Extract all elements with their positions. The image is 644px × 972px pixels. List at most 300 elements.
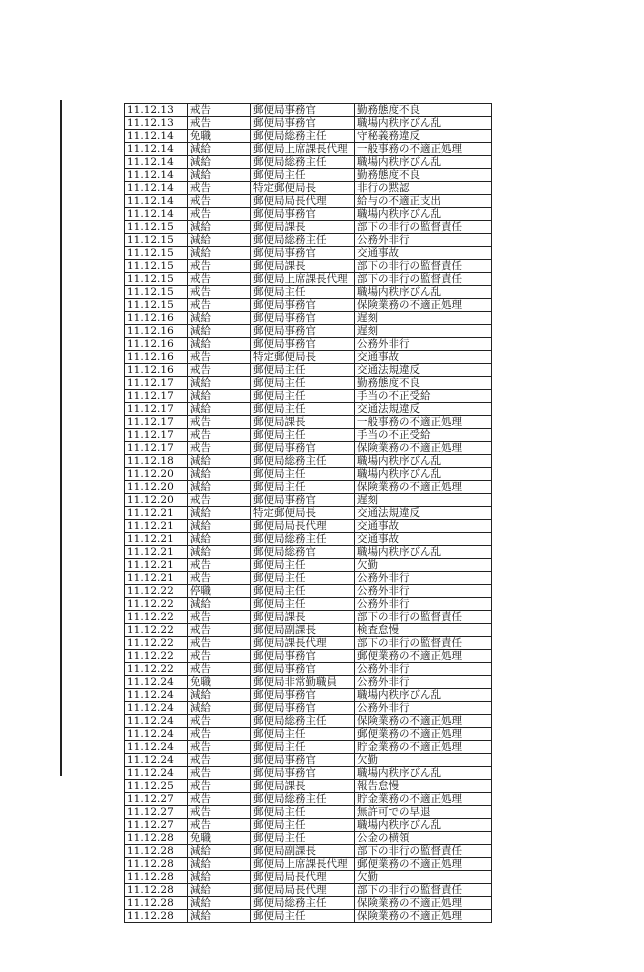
action-cell: 免職 bbox=[188, 832, 251, 845]
reason-cell: 遅刻 bbox=[355, 494, 492, 507]
table-row bbox=[125, 260, 492, 273]
action-cell: 減給 bbox=[188, 221, 251, 234]
position-cell: 郵便局上席課長代理 bbox=[251, 273, 355, 286]
table-row bbox=[125, 507, 492, 520]
table-row bbox=[125, 325, 492, 338]
position-cell: 郵便局主任 bbox=[251, 169, 355, 182]
action-cell: 減給 bbox=[188, 403, 251, 416]
date-cell: 11.12.22 bbox=[125, 624, 188, 637]
action-cell: 減給 bbox=[188, 143, 251, 156]
table-row bbox=[125, 572, 492, 585]
table-row bbox=[125, 637, 492, 650]
table-row bbox=[125, 143, 492, 156]
date-cell: 11.12.24 bbox=[125, 741, 188, 754]
reason-cell: 保険業務の不適正処理 bbox=[355, 910, 492, 923]
table-row bbox=[125, 377, 492, 390]
date-cell: 11.12.21 bbox=[125, 533, 188, 546]
position-cell: 郵便局総務主任 bbox=[251, 793, 355, 806]
date-cell: 11.12.13 bbox=[125, 117, 188, 130]
position-cell: 郵便局事務官 bbox=[251, 663, 355, 676]
action-cell: 戒告 bbox=[188, 416, 251, 429]
action-cell: 減給 bbox=[188, 377, 251, 390]
action-cell: 戒告 bbox=[188, 364, 251, 377]
table-row bbox=[125, 494, 492, 507]
reason-cell: 貯金業務の不適正処理 bbox=[355, 741, 492, 754]
position-cell: 郵便局上席課長代理 bbox=[251, 858, 355, 871]
table-row bbox=[125, 767, 492, 780]
table-row bbox=[125, 468, 492, 481]
reason-cell: 職場内秩序びん乱 bbox=[355, 546, 492, 559]
position-cell: 郵便局事務官 bbox=[251, 208, 355, 221]
reason-cell: 職場内秩序びん乱 bbox=[355, 767, 492, 780]
date-cell: 11.12.27 bbox=[125, 819, 188, 832]
date-cell: 11.12.28 bbox=[125, 871, 188, 884]
table-row bbox=[125, 429, 492, 442]
reason-cell: 交通法規違反 bbox=[355, 403, 492, 416]
position-cell: 郵便局主任 bbox=[251, 585, 355, 598]
table-row bbox=[125, 871, 492, 884]
date-cell: 11.12.20 bbox=[125, 494, 188, 507]
date-cell: 11.12.24 bbox=[125, 728, 188, 741]
reason-cell: 一般事務の不適正処理 bbox=[355, 416, 492, 429]
position-cell: 郵便局事務官 bbox=[251, 325, 355, 338]
reason-cell: 公務外非行 bbox=[355, 234, 492, 247]
action-cell: 減給 bbox=[188, 481, 251, 494]
action-cell: 戒告 bbox=[188, 650, 251, 663]
position-cell: 郵便局事務官 bbox=[251, 650, 355, 663]
date-cell: 11.12.24 bbox=[125, 689, 188, 702]
table-row bbox=[125, 416, 492, 429]
position-cell: 郵便局非常勤職員 bbox=[251, 676, 355, 689]
date-cell: 11.12.24 bbox=[125, 702, 188, 715]
table-row bbox=[125, 390, 492, 403]
reason-cell: 公務外非行 bbox=[355, 676, 492, 689]
table-row bbox=[125, 858, 492, 871]
action-cell: 戒告 bbox=[188, 260, 251, 273]
action-cell: 減給 bbox=[188, 533, 251, 546]
table-row bbox=[125, 741, 492, 754]
action-cell: 免職 bbox=[188, 130, 251, 143]
table-row bbox=[125, 156, 492, 169]
table-row bbox=[125, 364, 492, 377]
date-cell: 11.12.27 bbox=[125, 806, 188, 819]
reason-cell: 勤務態度不良 bbox=[355, 169, 492, 182]
action-cell: 戒告 bbox=[188, 611, 251, 624]
reason-cell: 部下の非行の監督責任 bbox=[355, 637, 492, 650]
action-cell: 減給 bbox=[188, 234, 251, 247]
position-cell: 郵便局副課長 bbox=[251, 624, 355, 637]
reason-cell: 手当の不正受給 bbox=[355, 390, 492, 403]
table-row bbox=[125, 598, 492, 611]
table-row bbox=[125, 455, 492, 468]
table-row bbox=[125, 819, 492, 832]
action-cell: 戒告 bbox=[188, 104, 251, 117]
action-cell: 戒告 bbox=[188, 741, 251, 754]
position-cell: 郵便局主任 bbox=[251, 390, 355, 403]
table-row bbox=[125, 611, 492, 624]
table-row bbox=[125, 312, 492, 325]
table-row bbox=[125, 442, 492, 455]
table-row bbox=[125, 546, 492, 559]
reason-cell: 部下の非行の監督責任 bbox=[355, 845, 492, 858]
date-cell: 11.12.27 bbox=[125, 793, 188, 806]
action-cell: 減給 bbox=[188, 897, 251, 910]
date-cell: 11.12.22 bbox=[125, 650, 188, 663]
reason-cell: 職場内秩序びん乱 bbox=[355, 689, 492, 702]
action-cell: 戒告 bbox=[188, 793, 251, 806]
reason-cell: 交通事故 bbox=[355, 351, 492, 364]
action-cell: 戒告 bbox=[188, 572, 251, 585]
date-cell: 11.12.15 bbox=[125, 260, 188, 273]
table-row bbox=[125, 169, 492, 182]
table-row bbox=[125, 247, 492, 260]
action-cell: 減給 bbox=[188, 598, 251, 611]
date-cell: 11.12.22 bbox=[125, 585, 188, 598]
date-cell: 11.12.15 bbox=[125, 286, 188, 299]
position-cell: 郵便局主任 bbox=[251, 468, 355, 481]
action-cell: 免職 bbox=[188, 676, 251, 689]
reason-cell: 郵便業務の不適正処理 bbox=[355, 858, 492, 871]
position-cell: 郵便局主任 bbox=[251, 598, 355, 611]
position-cell: 郵便局事務官 bbox=[251, 702, 355, 715]
date-cell: 11.12.16 bbox=[125, 364, 188, 377]
position-cell: 郵便局総務主任 bbox=[251, 715, 355, 728]
table-row bbox=[125, 182, 492, 195]
table-row bbox=[125, 689, 492, 702]
reason-cell: 職場内秩序びん乱 bbox=[355, 819, 492, 832]
position-cell: 郵便局総務主任 bbox=[251, 156, 355, 169]
date-cell: 11.12.17 bbox=[125, 416, 188, 429]
position-cell: 郵便局主任 bbox=[251, 910, 355, 923]
table-row bbox=[125, 208, 492, 221]
position-cell: 郵便局局長代理 bbox=[251, 195, 355, 208]
date-cell: 11.12.28 bbox=[125, 910, 188, 923]
date-cell: 11.12.14 bbox=[125, 130, 188, 143]
reason-cell: 公務外非行 bbox=[355, 663, 492, 676]
position-cell: 郵便局課長代理 bbox=[251, 637, 355, 650]
action-cell: 戒告 bbox=[188, 559, 251, 572]
position-cell: 郵便局総務主任 bbox=[251, 533, 355, 546]
reason-cell: 職場内秩序びん乱 bbox=[355, 468, 492, 481]
reason-cell: 公務外非行 bbox=[355, 338, 492, 351]
date-cell: 11.12.16 bbox=[125, 351, 188, 364]
reason-cell: 貯金業務の不適正処理 bbox=[355, 793, 492, 806]
date-cell: 11.12.22 bbox=[125, 637, 188, 650]
table-row bbox=[125, 806, 492, 819]
reason-cell: 部下の非行の監督責任 bbox=[355, 611, 492, 624]
date-cell: 11.12.21 bbox=[125, 520, 188, 533]
reason-cell: 交通事故 bbox=[355, 533, 492, 546]
action-cell: 戒告 bbox=[188, 117, 251, 130]
reason-cell: 公務外非行 bbox=[355, 598, 492, 611]
action-cell: 減給 bbox=[188, 156, 251, 169]
reason-cell: 給与の不適正支出 bbox=[355, 195, 492, 208]
position-cell: 郵便局事務官 bbox=[251, 117, 355, 130]
action-cell: 減給 bbox=[188, 845, 251, 858]
date-cell: 11.12.22 bbox=[125, 611, 188, 624]
date-cell: 11.12.21 bbox=[125, 546, 188, 559]
table-row bbox=[125, 221, 492, 234]
action-cell: 減給 bbox=[188, 689, 251, 702]
action-cell: 戒告 bbox=[188, 208, 251, 221]
action-cell: 戒告 bbox=[188, 429, 251, 442]
table-row bbox=[125, 520, 492, 533]
date-cell: 11.12.14 bbox=[125, 156, 188, 169]
position-cell: 郵便局局長代理 bbox=[251, 871, 355, 884]
table-row bbox=[125, 403, 492, 416]
reason-cell: 一般事務の不適正処理 bbox=[355, 143, 492, 156]
date-cell: 11.12.17 bbox=[125, 403, 188, 416]
action-cell: 戒告 bbox=[188, 806, 251, 819]
action-cell: 戒告 bbox=[188, 767, 251, 780]
reason-cell: 無許可での早退 bbox=[355, 806, 492, 819]
action-cell: 減給 bbox=[188, 884, 251, 897]
position-cell: 郵便局総務主任 bbox=[251, 455, 355, 468]
reason-cell: 職場内秩序びん乱 bbox=[355, 156, 492, 169]
table-row bbox=[125, 897, 492, 910]
position-cell: 郵便局事務官 bbox=[251, 338, 355, 351]
date-cell: 11.12.20 bbox=[125, 481, 188, 494]
position-cell: 郵便局課長 bbox=[251, 611, 355, 624]
position-cell: 特定郵便局長 bbox=[251, 351, 355, 364]
position-cell: 郵便局主任 bbox=[251, 728, 355, 741]
date-cell: 11.12.21 bbox=[125, 559, 188, 572]
reason-cell: 報告怠慢 bbox=[355, 780, 492, 793]
reason-cell: 非行の黙認 bbox=[355, 182, 492, 195]
action-cell: 減給 bbox=[188, 312, 251, 325]
date-cell: 11.12.18 bbox=[125, 455, 188, 468]
position-cell: 郵便局主任 bbox=[251, 403, 355, 416]
table-row bbox=[125, 728, 492, 741]
reason-cell: 公務外非行 bbox=[355, 572, 492, 585]
table-row bbox=[125, 195, 492, 208]
reason-cell: 公金の横領 bbox=[355, 832, 492, 845]
reason-cell: 公務外非行 bbox=[355, 585, 492, 598]
position-cell: 郵便局事務官 bbox=[251, 442, 355, 455]
position-cell: 特定郵便局長 bbox=[251, 182, 355, 195]
action-cell: 減給 bbox=[188, 247, 251, 260]
date-cell: 11.12.17 bbox=[125, 390, 188, 403]
action-cell: 戒告 bbox=[188, 715, 251, 728]
action-cell: 減給 bbox=[188, 338, 251, 351]
action-cell: 減給 bbox=[188, 169, 251, 182]
action-cell: 減給 bbox=[188, 702, 251, 715]
action-cell: 減給 bbox=[188, 871, 251, 884]
date-cell: 11.12.16 bbox=[125, 312, 188, 325]
action-cell: 減給 bbox=[188, 455, 251, 468]
action-cell: 減給 bbox=[188, 507, 251, 520]
table-row bbox=[125, 533, 492, 546]
action-cell: 戒告 bbox=[188, 351, 251, 364]
table-row bbox=[125, 702, 492, 715]
reason-cell: 遅刻 bbox=[355, 312, 492, 325]
date-cell: 11.12.13 bbox=[125, 104, 188, 117]
action-cell: 減給 bbox=[188, 858, 251, 871]
table-row bbox=[125, 845, 492, 858]
position-cell: 郵便局主任 bbox=[251, 806, 355, 819]
table-row bbox=[125, 650, 492, 663]
position-cell: 郵便局事務官 bbox=[251, 754, 355, 767]
position-cell: 郵便局主任 bbox=[251, 286, 355, 299]
position-cell: 郵便局上席課長代理 bbox=[251, 143, 355, 156]
action-cell: 減給 bbox=[188, 520, 251, 533]
action-cell: 減給 bbox=[188, 325, 251, 338]
table-row bbox=[125, 286, 492, 299]
date-cell: 11.12.24 bbox=[125, 754, 188, 767]
reason-cell: 交通法規違反 bbox=[355, 507, 492, 520]
reason-cell: 保険業務の不適正処理 bbox=[355, 299, 492, 312]
position-cell: 郵便局主任 bbox=[251, 572, 355, 585]
table-row bbox=[125, 910, 492, 923]
position-cell: 郵便局総務主任 bbox=[251, 234, 355, 247]
date-cell: 11.12.16 bbox=[125, 338, 188, 351]
date-cell: 11.12.28 bbox=[125, 832, 188, 845]
position-cell: 郵便局事務官 bbox=[251, 494, 355, 507]
date-cell: 11.12.28 bbox=[125, 845, 188, 858]
position-cell: 郵便局主任 bbox=[251, 559, 355, 572]
reason-cell: 部下の非行の監督責任 bbox=[355, 260, 492, 273]
position-cell: 郵便局事務官 bbox=[251, 689, 355, 702]
action-cell: 減給 bbox=[188, 546, 251, 559]
table-row bbox=[125, 104, 492, 117]
reason-cell: 部下の非行の監督責任 bbox=[355, 273, 492, 286]
date-cell: 11.12.15 bbox=[125, 221, 188, 234]
reason-cell: 欠勤 bbox=[355, 559, 492, 572]
position-cell: 郵便局事務官 bbox=[251, 104, 355, 117]
date-cell: 11.12.16 bbox=[125, 325, 188, 338]
action-cell: 停職 bbox=[188, 585, 251, 598]
date-cell: 11.12.21 bbox=[125, 507, 188, 520]
reason-cell: 遅刻 bbox=[355, 325, 492, 338]
action-cell: 戒告 bbox=[188, 299, 251, 312]
table-row bbox=[125, 351, 492, 364]
action-cell: 戒告 bbox=[188, 442, 251, 455]
reason-cell: 郵便業務の不適正処理 bbox=[355, 728, 492, 741]
action-cell: 戒告 bbox=[188, 728, 251, 741]
position-cell: 郵便局局長代理 bbox=[251, 884, 355, 897]
table-row bbox=[125, 559, 492, 572]
table-row bbox=[125, 130, 492, 143]
date-cell: 11.12.15 bbox=[125, 273, 188, 286]
reason-cell: 勤務態度不良 bbox=[355, 377, 492, 390]
date-cell: 11.12.22 bbox=[125, 663, 188, 676]
left-margin-rule bbox=[60, 100, 62, 776]
date-cell: 11.12.25 bbox=[125, 780, 188, 793]
table-row bbox=[125, 832, 492, 845]
date-cell: 11.12.17 bbox=[125, 377, 188, 390]
date-cell: 11.12.20 bbox=[125, 468, 188, 481]
table-row bbox=[125, 234, 492, 247]
date-cell: 11.12.21 bbox=[125, 572, 188, 585]
action-cell: 減給 bbox=[188, 390, 251, 403]
table-row bbox=[125, 793, 492, 806]
reason-cell: 手当の不正受給 bbox=[355, 429, 492, 442]
table-row bbox=[125, 780, 492, 793]
disciplinary-records-table bbox=[124, 103, 492, 923]
position-cell: 郵便局事務官 bbox=[251, 247, 355, 260]
action-cell: 戒告 bbox=[188, 624, 251, 637]
date-cell: 11.12.24 bbox=[125, 676, 188, 689]
date-cell: 11.12.14 bbox=[125, 195, 188, 208]
reason-cell: 職場内秩序びん乱 bbox=[355, 208, 492, 221]
table-row bbox=[125, 338, 492, 351]
reason-cell: 部下の非行の監督責任 bbox=[355, 221, 492, 234]
table-row bbox=[125, 715, 492, 728]
reason-cell: 保険業務の不適正処理 bbox=[355, 715, 492, 728]
table-row bbox=[125, 754, 492, 767]
position-cell: 郵便局事務官 bbox=[251, 299, 355, 312]
date-cell: 11.12.15 bbox=[125, 247, 188, 260]
reason-cell: 職場内秩序びん乱 bbox=[355, 286, 492, 299]
action-cell: 減給 bbox=[188, 910, 251, 923]
position-cell: 郵便局主任 bbox=[251, 364, 355, 377]
reason-cell: 検査怠慢 bbox=[355, 624, 492, 637]
table-row bbox=[125, 481, 492, 494]
table-row bbox=[125, 299, 492, 312]
position-cell: 郵便局主任 bbox=[251, 481, 355, 494]
date-cell: 11.12.17 bbox=[125, 442, 188, 455]
date-cell: 11.12.14 bbox=[125, 169, 188, 182]
date-cell: 11.12.28 bbox=[125, 858, 188, 871]
position-cell: 郵便局副課長 bbox=[251, 845, 355, 858]
action-cell: 戒告 bbox=[188, 494, 251, 507]
date-cell: 11.12.15 bbox=[125, 234, 188, 247]
position-cell: 郵便局事務官 bbox=[251, 312, 355, 325]
date-cell: 11.12.14 bbox=[125, 208, 188, 221]
date-cell: 11.12.14 bbox=[125, 143, 188, 156]
reason-cell: 公務外非行 bbox=[355, 702, 492, 715]
position-cell: 郵便局主任 bbox=[251, 819, 355, 832]
position-cell: 郵便局課長 bbox=[251, 416, 355, 429]
reason-cell: 保険業務の不適正処理 bbox=[355, 481, 492, 494]
action-cell: 戒告 bbox=[188, 663, 251, 676]
action-cell: 戒告 bbox=[188, 273, 251, 286]
position-cell: 郵便局主任 bbox=[251, 741, 355, 754]
position-cell: 郵便局課長 bbox=[251, 221, 355, 234]
date-cell: 11.12.17 bbox=[125, 429, 188, 442]
date-cell: 11.12.28 bbox=[125, 884, 188, 897]
table-row bbox=[125, 624, 492, 637]
reason-cell: 部下の非行の監督責任 bbox=[355, 884, 492, 897]
date-cell: 11.12.24 bbox=[125, 767, 188, 780]
table-row bbox=[125, 663, 492, 676]
action-cell: 減給 bbox=[188, 468, 251, 481]
records-table-body bbox=[125, 104, 492, 923]
position-cell: 郵便局総務官 bbox=[251, 546, 355, 559]
action-cell: 戒告 bbox=[188, 754, 251, 767]
position-cell: 郵便局主任 bbox=[251, 377, 355, 390]
position-cell: 郵便局総務主任 bbox=[251, 897, 355, 910]
position-cell: 郵便局主任 bbox=[251, 429, 355, 442]
action-cell: 戒告 bbox=[188, 819, 251, 832]
date-cell: 11.12.28 bbox=[125, 897, 188, 910]
reason-cell: 交通事故 bbox=[355, 520, 492, 533]
date-cell: 11.12.15 bbox=[125, 299, 188, 312]
reason-cell: 欠勤 bbox=[355, 754, 492, 767]
table-row bbox=[125, 585, 492, 598]
reason-cell: 交通法規違反 bbox=[355, 364, 492, 377]
reason-cell: 守秘義務違反 bbox=[355, 130, 492, 143]
action-cell: 戒告 bbox=[188, 195, 251, 208]
reason-cell: 職場内秩序びん乱 bbox=[355, 117, 492, 130]
table-row bbox=[125, 117, 492, 130]
reason-cell: 保険業務の不適正処理 bbox=[355, 897, 492, 910]
position-cell: 郵便局局長代理 bbox=[251, 520, 355, 533]
position-cell: 郵便局課長 bbox=[251, 780, 355, 793]
reason-cell: 郵便業務の不適正処理 bbox=[355, 650, 492, 663]
date-cell: 11.12.14 bbox=[125, 182, 188, 195]
reason-cell: 職場内秩序びん乱 bbox=[355, 455, 492, 468]
